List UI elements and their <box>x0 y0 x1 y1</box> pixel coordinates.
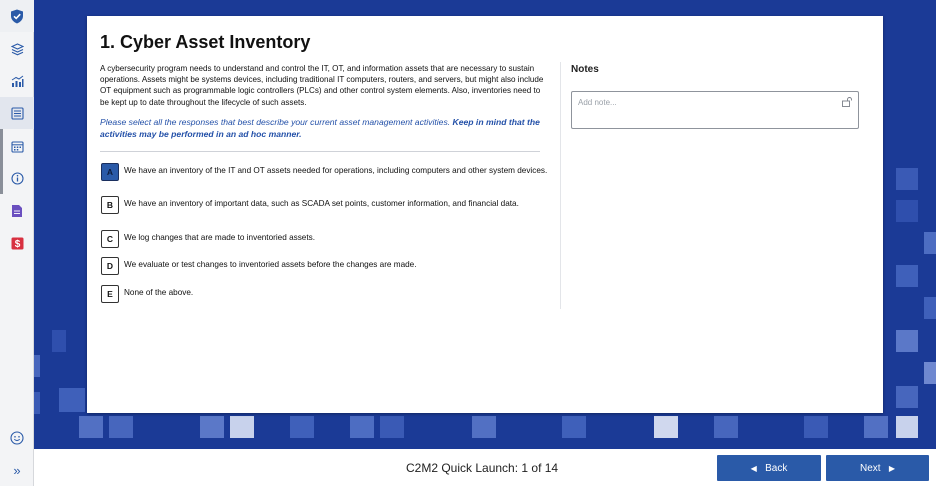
calendar-icon <box>11 140 24 153</box>
smile-icon <box>10 431 24 445</box>
calendar-button[interactable] <box>0 130 34 162</box>
notes-label: Notes <box>571 64 599 75</box>
expand-sidebar-button[interactable] <box>0 454 34 486</box>
option-b-label[interactable]: We have an inventory of important data, such as SCADA set points, customer information, and financial data. <box>124 199 519 208</box>
info-button[interactable] <box>0 162 34 194</box>
question-intro: A cybersecurity program needs to understand and control the IT, OT, and information assets that are necessary to sustain operations. Assets might be systems devices, including traditional IT computers, routers, and servers, but might also include OT equipment such as programmable logic controllers (PLCs) and other control system elements. Also, inventories need to be kept up to date throughout the lifecycle of such assets. <box>100 64 544 107</box>
question-card <box>87 16 883 413</box>
option-c[interactable] <box>101 232 551 248</box>
option-e[interactable] <box>101 287 551 303</box>
back-label: Back <box>765 462 788 474</box>
divider <box>100 151 540 152</box>
option-c-label[interactable]: We log changes that are made to inventoried assets. <box>124 233 316 242</box>
option-e-label[interactable]: None of the above. <box>124 288 194 297</box>
feedback-button[interactable] <box>0 422 34 454</box>
instruction-emphasis: Keep in mind that the activities may be performed in an ad hoc manner. <box>100 117 540 140</box>
back-button[interactable] <box>717 455 821 481</box>
shield-check-icon <box>10 9 24 24</box>
dollar-icon <box>11 237 24 250</box>
instruction-text: Please select all the responses that best describe your current asset management activities. <box>100 117 453 127</box>
option-d[interactable] <box>101 259 551 275</box>
shield-check-button[interactable] <box>0 0 34 32</box>
next-button[interactable] <box>826 455 929 481</box>
list-icon <box>11 107 24 120</box>
option-a-checkbox[interactable]: A <box>101 163 119 181</box>
layers-button[interactable] <box>0 33 34 65</box>
column-divider <box>560 62 561 309</box>
expand-icon: » <box>13 462 21 478</box>
footer-bar <box>34 449 936 486</box>
option-d-checkbox[interactable]: D <box>101 257 119 275</box>
info-icon <box>11 172 24 185</box>
option-c-checkbox[interactable]: C <box>101 230 119 248</box>
dollar-button[interactable] <box>0 227 34 259</box>
chart-icon <box>11 75 24 88</box>
question-instruction <box>100 116 550 141</box>
list-button[interactable] <box>0 97 34 129</box>
progress-text: C2M2 Quick Launch: 1 of 14 <box>406 461 559 475</box>
option-a-label[interactable]: We have an inventory of the IT and OT assets needed for operations, including computers and other system devices. <box>124 166 548 175</box>
option-b[interactable] <box>101 198 551 214</box>
chevron-left-icon: ◀ <box>750 463 757 473</box>
document-button[interactable] <box>0 195 34 227</box>
sidebar <box>0 0 34 486</box>
option-e-checkbox[interactable]: E <box>101 285 119 303</box>
option-d-label[interactable]: We evaluate or test changes to inventoried assets before the changes are made. <box>124 260 417 269</box>
chevron-right-icon: ▶ <box>888 463 896 473</box>
notes-placeholder: Add note... <box>578 98 617 107</box>
layers-icon <box>11 43 24 56</box>
notes-input[interactable] <box>571 91 859 129</box>
document-icon <box>11 204 23 218</box>
chart-button[interactable] <box>0 65 34 97</box>
option-a[interactable] <box>101 165 551 181</box>
svg-text:$: $ <box>14 238 20 250</box>
option-b-checkbox[interactable]: B <box>101 196 119 214</box>
next-label: Next <box>859 462 881 474</box>
unlock-icon[interactable] <box>842 97 853 109</box>
page-title: 1. Cyber Asset Inventory <box>100 32 311 52</box>
